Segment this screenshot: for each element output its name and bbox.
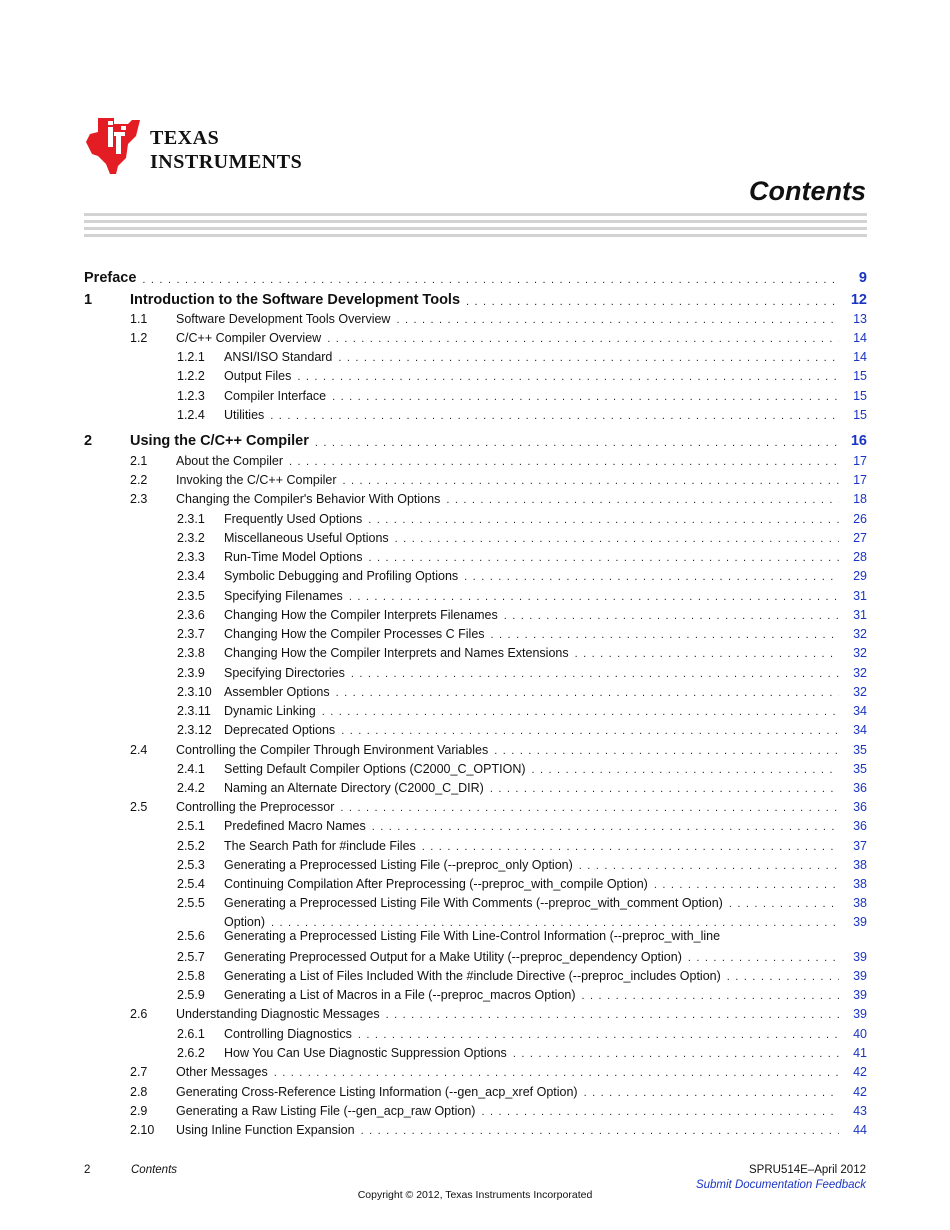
toc-entry-number: 2.3.2 — [177, 531, 205, 545]
toc-entry[interactable] — [84, 721, 867, 738]
toc-entry-title: Generating a Preprocessed Listing File (--preproc_only Option) — [224, 858, 573, 872]
toc-entry-number: 1.2.1 — [177, 350, 205, 364]
toc-entry-title: Using Inline Function Expansion — [176, 1123, 355, 1137]
toc-entry-number: 2.2 — [130, 473, 148, 487]
toc-entry-number: 2.10 — [130, 1123, 155, 1137]
ti-wordmark-line2: INSTRUMENTS — [150, 151, 303, 173]
ti-logo — [84, 114, 329, 180]
toc-leader-dots — [422, 841, 839, 854]
toc-page-link[interactable]: 38 — [853, 877, 867, 891]
toc-entry-number: 2.4.2 — [177, 781, 205, 795]
toc-leader-dots — [332, 391, 839, 404]
toc-entry[interactable] — [84, 529, 867, 546]
toc-leader-dots — [340, 802, 839, 815]
toc-entry[interactable] — [84, 948, 867, 965]
toc-entry[interactable] — [84, 471, 867, 488]
toc-entry-number: 2.6 — [130, 1007, 148, 1021]
toc-entry-title: Symbolic Debugging and Profiling Options — [224, 569, 459, 583]
toc-entry-title: Understanding Diagnostic Messages — [176, 1007, 380, 1021]
toc-page-link[interactable]: 13 — [853, 312, 867, 326]
toc-entry-number: 2.9 — [130, 1104, 148, 1118]
toc-entry-number: 2.3.5 — [177, 589, 205, 603]
toc-entry-title: Run-Time Model Options — [224, 550, 363, 564]
toc-leader-dots — [349, 591, 839, 604]
toc-entry[interactable] — [84, 510, 867, 527]
toc-page-link[interactable]: 28 — [853, 550, 867, 564]
toc-entry-title: Generating Preprocessed Output for a Make Utility (--preproc_dependency Option) — [224, 950, 682, 964]
toc-entry-number: 2.3.9 — [177, 666, 205, 680]
toc-entry-title: ANSI/ISO Standard — [224, 350, 333, 364]
toc-entry[interactable] — [84, 387, 867, 404]
toc-leader-dots — [289, 456, 839, 469]
toc-entry[interactable] — [84, 644, 867, 661]
toc-page-link[interactable]: 39 — [853, 988, 867, 1002]
toc-entry-number: 2.5.8 — [177, 969, 205, 983]
toc-leader-dots — [361, 1125, 839, 1138]
toc-leader-dots — [341, 725, 839, 738]
toc-entry-title: Controlling the Preprocessor — [176, 800, 335, 814]
toc-entry[interactable] — [84, 837, 867, 854]
toc-leader-dots — [338, 352, 839, 365]
toc-entry-title: Setting Default Compiler Options (C2000_C_OPTION) — [224, 762, 526, 776]
toc-page-link[interactable]: 38 — [853, 858, 867, 872]
header-rule — [84, 213, 867, 216]
toc-entry[interactable] — [84, 894, 867, 911]
toc-entry[interactable] — [84, 406, 867, 423]
toc-entry[interactable] — [84, 1005, 867, 1022]
toc-page-link[interactable]: 26 — [853, 512, 867, 526]
toc-entry-number: 2.3.4 — [177, 569, 205, 583]
toc-entry-number: 2.3.6 — [177, 608, 205, 622]
toc-page-link[interactable]: 39 — [853, 969, 867, 983]
toc-entry[interactable] — [84, 702, 867, 719]
toc-entry-number: 2.5.2 — [177, 839, 205, 853]
toc-page-link[interactable]: 37 — [853, 839, 867, 853]
toc-entry-title: How You Can Use Diagnostic Suppression Options — [224, 1046, 507, 1060]
toc-page-link[interactable]: 43 — [853, 1104, 867, 1118]
toc-leader-dots — [481, 1106, 839, 1119]
toc-entry-title: Specifying Filenames — [224, 589, 343, 603]
toc-entry[interactable] — [84, 329, 867, 346]
toc-entry[interactable] — [84, 683, 867, 700]
toc-entry[interactable] — [84, 452, 867, 469]
toc-entry-title: Naming an Alternate Directory (C2000_C_DIR) — [224, 781, 484, 795]
toc-page-link[interactable]: 18 — [853, 492, 867, 506]
toc-page-link[interactable]: 35 — [853, 743, 867, 757]
toc-entry[interactable] — [84, 1044, 867, 1061]
toc-leader-dots — [688, 952, 839, 965]
toc-entry[interactable] — [84, 587, 867, 604]
toc-entry-number: 2.3.3 — [177, 550, 205, 564]
toc-entry-title: Controlling Diagnostics — [224, 1027, 352, 1041]
toc-entry-number: 2.4 — [130, 743, 148, 757]
toc-page-link[interactable]: 32 — [853, 646, 867, 660]
toc-page-link[interactable]: 17 — [853, 473, 867, 487]
toc-page-link[interactable]: 27 — [853, 531, 867, 545]
toc-page-link[interactable]: 39 — [853, 1007, 867, 1021]
toc-page-link[interactable]: 12 — [850, 292, 867, 308]
toc-entry-number: 2.5.3 — [177, 858, 205, 872]
toc-entry-title: Assembler Options — [224, 685, 330, 699]
toc-entry-title: Option) — [224, 915, 265, 929]
toc-entry-number: 1.2.4 — [177, 408, 205, 422]
toc-leader-dots — [270, 410, 839, 423]
toc-leader-dots — [343, 475, 840, 488]
toc-entry[interactable] — [84, 1102, 867, 1119]
toc-entry-number: 2.1 — [130, 454, 148, 468]
toc-entry-number: 1.1 — [130, 312, 148, 326]
toc-entry[interactable] — [84, 310, 867, 327]
toc-page-link[interactable]: 32 — [853, 666, 867, 680]
toc-entry-title: Predefined Macro Names — [224, 819, 366, 833]
toc-leader-dots — [274, 1067, 839, 1080]
toc-leader-dots — [466, 296, 839, 309]
toc-leader-dots — [322, 706, 839, 719]
toc-entry-number: Preface — [84, 270, 137, 286]
toc-entry[interactable] — [84, 490, 867, 507]
toc-entry-number: 2 — [84, 433, 93, 449]
toc-entry[interactable] — [84, 856, 867, 873]
toc-entry[interactable] — [84, 1121, 867, 1138]
toc-entry-number: 2.5.4 — [177, 877, 205, 891]
toc-entry[interactable] — [84, 967, 867, 984]
header-rule — [84, 227, 867, 230]
toc-page-link[interactable]: 32 — [853, 685, 867, 699]
toc-entry[interactable] — [84, 1063, 867, 1080]
toc-leader-dots — [584, 1087, 839, 1100]
toc-leader-dots — [582, 990, 839, 1003]
toc-entry-title: The Search Path for #include Files — [224, 839, 416, 853]
toc-entry[interactable] — [84, 625, 867, 642]
toc-leader-dots — [513, 1048, 839, 1061]
toc-entry-number: 2.5.9 — [177, 988, 205, 1002]
toc-entry[interactable] — [84, 367, 867, 384]
toc-entry-number: 2.7 — [130, 1065, 148, 1079]
toc-page-link[interactable]: 31 — [853, 608, 867, 622]
footer-page-number: 2 — [84, 1164, 91, 1176]
toc-entry[interactable] — [84, 267, 867, 287]
toc-page-link[interactable]: 36 — [853, 781, 867, 795]
toc-entry-number: 2.3.12 — [177, 723, 212, 737]
toc-page-link[interactable]: 31 — [853, 589, 867, 603]
toc-entry-number: 2.8 — [130, 1085, 148, 1099]
toc-entry[interactable] — [84, 798, 867, 815]
toc-leader-dots — [395, 533, 839, 546]
toc-entry-number: 2.5.7 — [177, 950, 205, 964]
toc-leader-dots — [372, 821, 839, 834]
toc-leader-dots — [579, 860, 839, 873]
toc-page-link[interactable]: 40 — [853, 1027, 867, 1041]
toc-entry-title: Deprecated Options — [224, 723, 336, 737]
toc-entry-first-line — [84, 929, 720, 944]
toc-entry-number: 2.3.1 — [177, 512, 205, 526]
toc-leader-dots — [532, 764, 839, 777]
toc-entry-title: Generating Cross-Reference Listing Information (--gen_acp_xref Option) — [176, 1085, 578, 1099]
toc-page-link[interactable]: 36 — [853, 800, 867, 814]
ti-wordmark-line1: TEXAS — [150, 127, 220, 149]
toc-entry-title: Introduction to the Software Development Tools — [130, 292, 461, 308]
toc-entry-number: 2.3.8 — [177, 646, 205, 660]
toc-entry-title: Changing How the Compiler Interprets Filenames — [224, 608, 498, 622]
toc-leader-dots — [575, 648, 839, 661]
toc-leader-dots — [727, 971, 839, 984]
footer-copyright: Copyright © 2012, Texas Instruments Incorporated — [357, 1189, 593, 1201]
toc-entry-title: Generating a Preprocessed Listing File With Line-Control Information (--preproc_with_line — [224, 929, 721, 943]
ti-logo-icon — [84, 114, 144, 178]
toc-page-link[interactable]: 42 — [853, 1085, 867, 1099]
toc-entry-title: Generating a Raw Listing File (--gen_acp_raw Option) — [176, 1104, 476, 1118]
toc-leader-dots — [358, 1029, 839, 1042]
toc-page-link[interactable]: 34 — [853, 723, 867, 737]
toc-entry-number: 2.4.1 — [177, 762, 205, 776]
toc-entry-number: 2.5 — [130, 800, 148, 814]
toc-page-link[interactable]: 9 — [858, 270, 867, 286]
toc-page-link[interactable]: 29 — [853, 569, 867, 583]
toc-entry-title: Controlling the Compiler Through Environment Variables — [176, 743, 489, 757]
toc-leader-dots — [504, 610, 839, 623]
toc-entry-title: Invoking the C/C++ Compiler — [176, 473, 337, 487]
toc-page-link[interactable]: 44 — [853, 1123, 867, 1137]
toc-entry-title: Output Files — [224, 369, 292, 383]
toc-page-link[interactable]: 17 — [853, 454, 867, 468]
header-rule — [84, 220, 867, 223]
toc-page-link[interactable]: 38 — [853, 896, 867, 910]
toc-entry-number: 2.5.1 — [177, 819, 205, 833]
toc-entry-title: Changing the Compiler's Behavior With Options — [176, 492, 441, 506]
toc-leader-dots — [386, 1009, 839, 1022]
toc-entry[interactable] — [84, 606, 867, 623]
toc-entry-number: 1.2.3 — [177, 389, 205, 403]
toc-entry-number: 2.3.10 — [177, 685, 212, 699]
toc-entry-title: Changing How the Compiler Interprets and Names Extensions — [224, 646, 569, 660]
toc-entry-title: Compiler Interface — [224, 389, 327, 403]
toc-leader-dots — [490, 783, 839, 796]
toc-leader-dots — [464, 571, 839, 584]
toc-entry-number: 1 — [84, 292, 93, 308]
toc-entry-title: C/C++ Compiler Overview — [176, 331, 322, 345]
toc-entry-number: 2.5.6 — [177, 929, 205, 943]
toc-leader-dots — [446, 494, 839, 507]
toc-entry[interactable] — [84, 548, 867, 565]
toc-entry[interactable] — [84, 817, 867, 834]
toc-entry-title: Utilities — [224, 408, 265, 422]
toc-leader-dots — [654, 879, 839, 892]
toc-page-link[interactable]: 39 — [853, 950, 867, 964]
toc-page-link[interactable]: 14 — [853, 331, 867, 345]
toc-entry-title: Specifying Directories — [224, 666, 345, 680]
toc-leader-dots — [729, 898, 839, 911]
toc-entry[interactable] — [84, 1025, 867, 1042]
toc-page-link[interactable]: 15 — [853, 369, 867, 383]
toc-page-link[interactable]: 39 — [853, 915, 867, 929]
toc-entry[interactable] — [84, 567, 867, 584]
toc-entry-title: Other Messages — [176, 1065, 268, 1079]
toc-page-link[interactable]: 34 — [853, 704, 867, 718]
toc-page-link[interactable]: 42 — [853, 1065, 867, 1079]
page-title: Contents — [749, 176, 866, 206]
header-rule — [84, 234, 867, 237]
toc-leader-dots — [142, 274, 839, 287]
toc-page-link[interactable]: 15 — [853, 408, 867, 422]
ti-wordmark — [150, 126, 302, 174]
toc-page-link[interactable]: 32 — [853, 627, 867, 641]
toc-leader-dots — [336, 687, 839, 700]
toc-entry[interactable] — [84, 348, 867, 365]
toc-entry-number: 2.3.11 — [177, 704, 211, 718]
toc-entry[interactable] — [84, 913, 867, 930]
toc-entry-title: Using the C/C++ Compiler — [130, 433, 309, 449]
toc-entry-number: 2.3 — [130, 492, 148, 506]
toc-entry[interactable] — [84, 741, 867, 758]
toc-page-link[interactable]: 36 — [853, 819, 867, 833]
toc-entry-title: Software Development Tools Overview — [176, 312, 391, 326]
toc-entry[interactable] — [84, 1083, 867, 1100]
toc-page-link[interactable]: 14 — [853, 350, 867, 364]
submit-feedback-link[interactable]: Submit Documentation Feedback — [695, 1179, 866, 1191]
toc-page-link[interactable]: 35 — [853, 762, 867, 776]
toc-leader-dots — [368, 514, 839, 527]
toc-leader-dots — [327, 333, 839, 346]
toc-entry-title: About the Compiler — [176, 454, 284, 468]
toc-leader-dots — [297, 371, 839, 384]
toc-entry[interactable] — [84, 664, 867, 681]
toc-entry-number: 2.6.2 — [177, 1046, 205, 1060]
toc-entry-number: 2.6.1 — [177, 1027, 205, 1041]
toc-entry-number: 1.2 — [130, 331, 148, 345]
toc-entry-title: Changing How the Compiler Processes C Files — [224, 627, 485, 641]
toc-page-link[interactable]: 15 — [853, 389, 867, 403]
toc-leader-dots — [351, 668, 839, 681]
toc-entry[interactable] — [84, 430, 867, 450]
toc-entry[interactable] — [84, 875, 867, 892]
toc-page-link[interactable]: 16 — [850, 433, 867, 449]
toc-entry[interactable] — [84, 289, 867, 309]
toc-leader-dots — [368, 552, 839, 565]
toc-entry-title: Continuing Compilation After Preprocessing (--preproc_with_compile Option) — [224, 877, 648, 891]
footer-section: Contents — [131, 1164, 178, 1176]
toc-entry-number: 2.5.5 — [177, 896, 205, 910]
toc-entry[interactable] — [84, 986, 867, 1003]
toc-leader-dots — [494, 745, 839, 758]
toc-entry-title: Frequently Used Options — [224, 512, 363, 526]
toc-entry-title: Generating a List of Macros in a File (--preproc_macros Option) — [224, 988, 576, 1002]
footer-doc-id: SPRU514E–April 2012 — [749, 1164, 866, 1176]
toc-entry[interactable] — [84, 760, 867, 777]
toc-page-link[interactable]: 41 — [853, 1046, 867, 1060]
toc-entry-number: 2.3.7 — [177, 627, 205, 641]
toc-leader-dots — [315, 437, 839, 450]
toc-entry-title: Generating a List of Files Included With the #include Directive (--preproc_includes Option) — [224, 969, 721, 983]
toc-leader-dots — [396, 314, 839, 327]
toc-entry[interactable] — [84, 779, 867, 796]
toc-entry-title: Generating a Preprocessed Listing File With Comments (--preproc_with_comment Option) — [224, 896, 723, 910]
toc-leader-dots — [491, 629, 839, 642]
toc-entry-title: Miscellaneous Useful Options — [224, 531, 389, 545]
toc-entry-number: 1.2.2 — [177, 369, 205, 383]
toc-entry-title: Dynamic Linking — [224, 704, 316, 718]
